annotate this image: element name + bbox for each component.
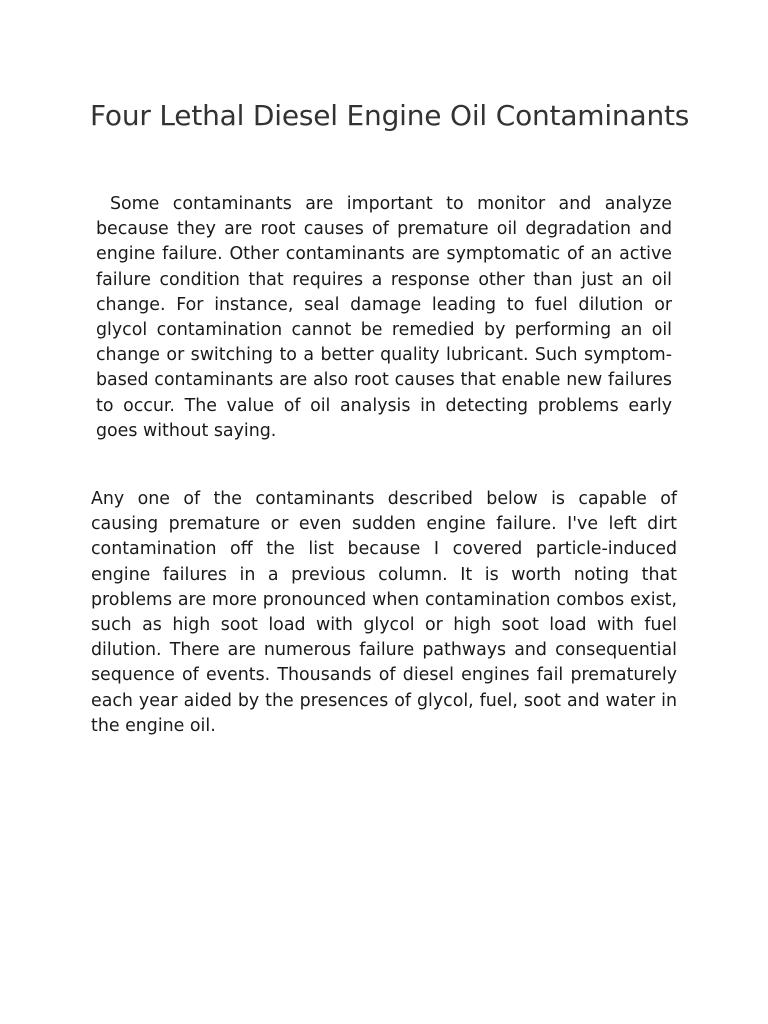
body-paragraph: Any one of the contaminants described below is capable of causing premature or even sudden engine failure. I've left dirt contamination off the list because I covered particle-induced engine failures in a previous column. It is worth noting that problems are more pronounced when contamination combos exist, such as high soot load with glycol or high soot load with fuel dilution. There are numerous failure pathways and consequential sequence of events. Thousands of diesel engines fail prematurely each year aided by the presences of glycol, fuel, soot and water in the engine oil. (91, 489, 677, 736)
document-title: Four Lethal Diesel Engine Oil Contaminants (90, 99, 690, 132)
intro-paragraph: Some contaminants are important to monitor and analyze because they are root causes of premature oil degradation and engine failure. Other contaminants are symptomatic of an active failure condition that requires a response other than just an oil change. For instance, seal damage leading to fuel dilution or glycol contamination cannot be remedied by performing an oil change or switching to a better quality lubricant. Such symptom-based contaminants are also root causes that enable new failures to occur. The value of oil analysis in detecting problems early goes without saying. (96, 194, 672, 441)
